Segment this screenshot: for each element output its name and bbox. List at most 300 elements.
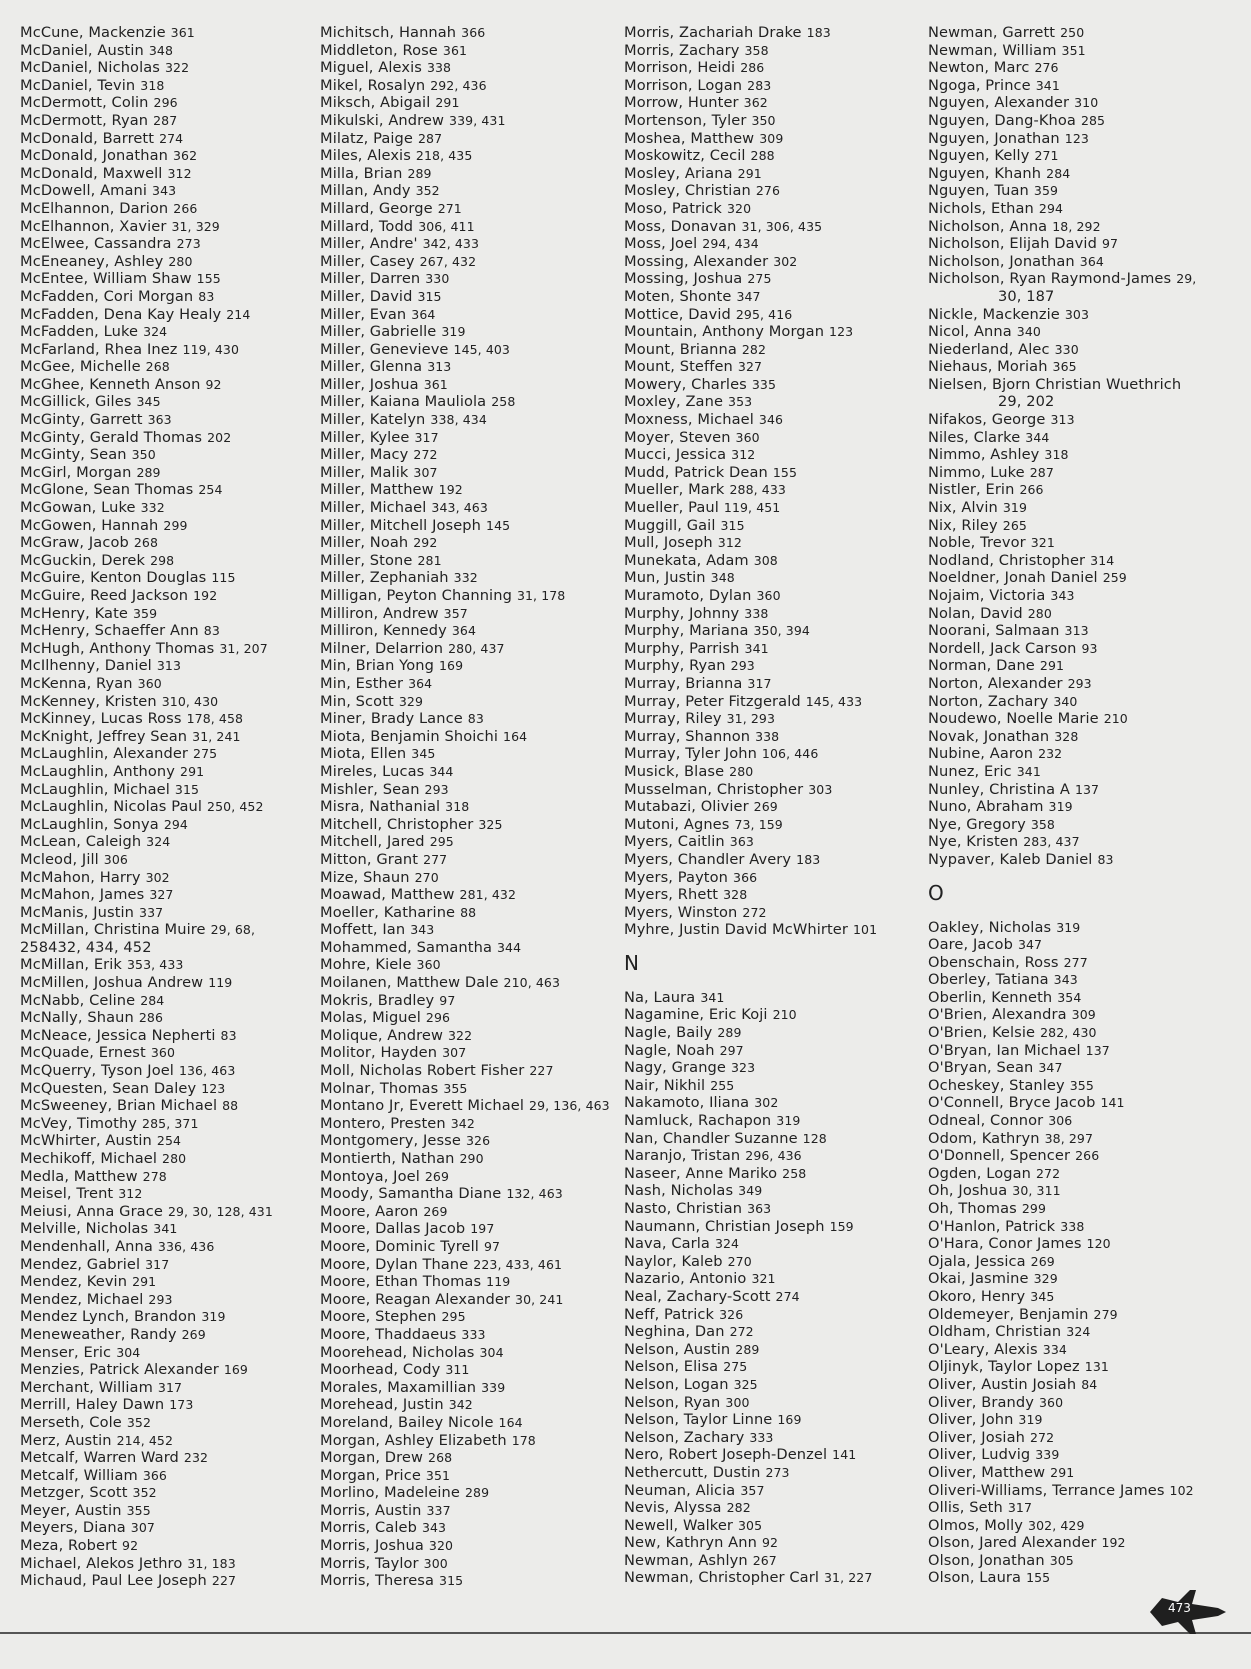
entry-name: Ojala, Jessica — [928, 1252, 1026, 1270]
entry-pages: 296 — [153, 95, 178, 111]
entry-pages: 92 — [205, 376, 222, 392]
entry-pages: 327 — [737, 359, 763, 375]
entry-name: Nazario, Antonio — [624, 1270, 747, 1288]
index-entry — [624, 24, 877, 42]
index-entry — [20, 182, 273, 200]
entry-pages: 271 — [1034, 148, 1059, 164]
entry-name: Miller, Noah — [320, 534, 409, 552]
index-entry — [20, 781, 273, 799]
index-entry — [928, 1376, 1196, 1394]
entry-name: Odneal, Connor — [928, 1112, 1044, 1130]
entry-pages: 363 — [747, 1201, 772, 1216]
index-entry — [20, 1519, 273, 1537]
index-entry — [320, 288, 610, 306]
entry-name: Mosley, Ariana — [624, 164, 733, 182]
entry-pages: 123 — [829, 324, 854, 340]
index-entry — [20, 130, 273, 148]
entry-name: Mortenson, Tyler — [624, 111, 747, 129]
entry-name: McNabb, Celine — [20, 991, 136, 1009]
entry-name: McLaughlin, Michael — [20, 780, 170, 798]
index-entry — [624, 411, 877, 429]
entry-pages: 280, 437 — [448, 640, 505, 656]
entry-pages: 119, 451 — [723, 500, 781, 516]
entry-pages: 319 — [441, 324, 466, 340]
entry-pages: 350, 394 — [753, 623, 810, 639]
index-entry — [928, 1182, 1196, 1200]
entry-pages: 285 — [1080, 112, 1106, 128]
entry-pages: 319 — [1002, 500, 1028, 516]
entry-name: McKnight, Jeffrey Sean — [20, 727, 188, 745]
entry-name: Mendez Lynch, Brandon — [20, 1308, 197, 1326]
entry-name: Milatz, Paige — [320, 129, 413, 147]
entry-pages: 352 — [132, 1485, 157, 1501]
index-entry — [320, 1115, 610, 1133]
index-entry — [320, 763, 610, 781]
entry-name: Nunez, Eric — [928, 762, 1012, 780]
entry-name: McQuade, Ernest — [20, 1044, 146, 1062]
index-entry — [624, 675, 877, 693]
entry-name: Nix, Riley — [928, 516, 998, 534]
index-entry — [20, 534, 273, 552]
entry-name: Meisel, Trent — [20, 1185, 114, 1203]
entry-name: Mechikoff, Michael — [20, 1150, 158, 1167]
entry-name: McFadden, Dena Kay Healy — [20, 305, 222, 323]
index-entry — [320, 481, 610, 499]
index-entry — [320, 429, 610, 447]
index-entry — [320, 200, 610, 218]
entry-name: Menser, Eric — [20, 1343, 112, 1361]
entry-pages: 92 — [761, 1535, 779, 1551]
index-entry — [20, 270, 273, 288]
index-entry — [320, 1009, 610, 1027]
entry-name: McWhirter, Austin — [20, 1132, 152, 1150]
index-entry — [624, 1112, 877, 1130]
entry-name: O'Brien, Kelsie — [928, 1024, 1036, 1042]
entry-name: Morales, Maxamillian — [320, 1378, 477, 1396]
entry-pages: 324 — [143, 324, 168, 340]
entry-name: Myers, Rhett — [624, 886, 719, 904]
entry-pages: 29, 68, — [210, 922, 256, 938]
entry-pages: 309 — [1071, 1007, 1096, 1023]
entry-pages: 214, 452 — [116, 1432, 174, 1448]
index-entry — [624, 1200, 877, 1218]
index-entry — [320, 130, 610, 148]
index-entry — [320, 869, 610, 887]
entry-name: Merchant, William — [20, 1378, 153, 1396]
entry-pages: 330 — [425, 271, 450, 287]
index-entry — [320, 253, 610, 271]
index-entry — [624, 1323, 877, 1341]
entry-pages: 300 — [423, 1555, 448, 1571]
entry-pages: 155 — [772, 464, 798, 480]
entry-pages: 254 — [198, 482, 223, 498]
entry-pages: 302 — [145, 869, 170, 885]
entry-name: Morris, Taylor — [320, 1554, 419, 1572]
entry-name: Mohammed, Samantha — [320, 938, 492, 956]
entry-pages: 338 — [426, 60, 452, 76]
index-entry — [20, 446, 273, 464]
entry-pages: 232 — [1038, 746, 1063, 762]
entry-name: Milliron, Kennedy — [320, 622, 447, 640]
index-entry — [624, 1147, 877, 1165]
index-entry — [20, 869, 273, 887]
index-entry — [20, 1168, 273, 1186]
entry-name: Moxley, Zane — [624, 393, 724, 411]
entry-pages: 351 — [1061, 42, 1086, 58]
entry-pages: 269 — [753, 799, 778, 815]
index-column-4 — [928, 24, 1196, 1587]
index-entry — [20, 77, 273, 95]
entry-name: Molique, Andrew — [320, 1026, 443, 1044]
entry-pages: 328 — [1054, 728, 1079, 744]
entry-pages: 317 — [1007, 1500, 1033, 1516]
entry-pages: 281, 432 — [459, 887, 516, 903]
entry-pages: 281 — [417, 552, 442, 568]
entry-name: Morris, Zachary — [624, 41, 740, 59]
entry-pages: 314 — [1090, 552, 1115, 568]
index-entry — [320, 833, 610, 851]
entry-pages: 348 — [148, 42, 174, 58]
entry-pages: 304 — [116, 1344, 141, 1360]
entry-pages: 347 — [1017, 937, 1043, 953]
entry-pages: 269 — [424, 1168, 450, 1184]
index-entry — [624, 640, 877, 658]
index-entry — [320, 235, 610, 253]
entry-pages: 335 — [751, 376, 777, 392]
index-entry — [320, 270, 610, 288]
entry-pages: 312 — [731, 447, 756, 463]
entry-name: McGirl, Morgan — [20, 463, 132, 481]
entry-pages: 291 — [132, 1274, 157, 1290]
index-entry — [928, 288, 1196, 306]
index-entry — [624, 446, 877, 464]
entry-pages: 269 — [1030, 1253, 1055, 1269]
entry-pages: 349 — [738, 1183, 763, 1199]
entry-pages: 254 — [156, 1133, 182, 1149]
entry-pages: 359 — [133, 605, 158, 621]
entry-pages: 341 — [744, 640, 769, 656]
index-entry — [20, 1572, 273, 1590]
index-entry — [320, 1203, 610, 1221]
index-entry — [624, 921, 877, 939]
index-entry — [928, 552, 1196, 570]
entry-pages: 119 — [486, 1274, 511, 1290]
index-entry — [320, 1220, 610, 1238]
entry-name: McFarland, Rhea Inez — [20, 340, 178, 358]
entry-name: Metcalf, Warren Ward — [20, 1449, 179, 1467]
entry-name: Nair, Nikhil — [624, 1076, 706, 1094]
entry-pages: 128 — [802, 1130, 827, 1146]
entry-name: Nimmo, Luke — [928, 463, 1025, 481]
entry-name: Miller, Macy — [320, 446, 409, 464]
index-entry — [624, 253, 877, 271]
index-entry — [928, 1253, 1196, 1271]
index-entry — [20, 147, 273, 165]
index-entry — [928, 1464, 1196, 1482]
index-entry — [928, 534, 1196, 552]
entry-name: Obenschain, Ross — [928, 953, 1059, 971]
entry-pages: 360 — [735, 429, 760, 445]
entry-pages: 269 — [181, 1326, 206, 1342]
index-entry — [624, 270, 877, 288]
entry-pages: 178, 458 — [186, 711, 244, 727]
index-entry — [624, 499, 877, 517]
index-entry — [928, 1569, 1196, 1587]
entry-pages: 344 — [497, 939, 522, 955]
entry-name: Oldham, Christian — [928, 1323, 1062, 1341]
entry-pages: 329 — [398, 693, 424, 709]
index-entry — [928, 1006, 1196, 1024]
entry-name: Nuno, Abraham — [928, 798, 1044, 816]
entry-name: Myers, Caitlin — [624, 833, 725, 851]
entry-pages: 279 — [1093, 1306, 1118, 1322]
entry-pages: 321 — [751, 1271, 776, 1287]
entry-name: Mohre, Kiele — [320, 956, 412, 974]
entry-pages: 360 — [137, 675, 162, 691]
entry-name: McElhannon, Darion — [20, 199, 169, 217]
entry-name: Nelson, Ryan — [624, 1393, 721, 1411]
entry-pages: 83 — [220, 1027, 237, 1043]
entry-name: Oh, Thomas — [928, 1200, 1017, 1217]
index-entry — [320, 1256, 610, 1274]
entry-name: Olmos, Molly — [928, 1516, 1024, 1534]
index-entry — [928, 130, 1196, 148]
entry-name: McQuerry, Tyson Joel — [20, 1062, 174, 1080]
index-entry — [20, 464, 273, 482]
entry-pages: 363 — [729, 834, 754, 850]
index-entry — [20, 851, 273, 869]
entry-name: McGuckin, Derek — [20, 551, 146, 569]
index-entry — [320, 1344, 610, 1362]
entry-pages: 295, 416 — [735, 306, 793, 322]
index-entry — [320, 974, 610, 992]
index-entry — [20, 1044, 273, 1062]
entry-pages: 145 — [486, 517, 511, 533]
entry-pages: 341 — [153, 1221, 178, 1237]
entry-name: Miksch, Abigail — [320, 94, 431, 112]
index-entry — [624, 1341, 877, 1359]
entry-pages: 141 — [1100, 1095, 1125, 1111]
entry-name: Nguyen, Kelly — [928, 147, 1030, 165]
index-entry — [20, 218, 273, 236]
entry-name: Miller, Andre' — [320, 235, 418, 253]
index-entry — [20, 1344, 273, 1362]
entry-pages: 338 — [1060, 1218, 1085, 1234]
entry-pages: 334 — [1042, 1341, 1067, 1357]
index-entry — [624, 534, 877, 552]
entry-pages: 343 — [421, 1520, 447, 1536]
index-entry — [320, 1379, 610, 1397]
entry-name: O'Donnell, Spencer — [928, 1147, 1071, 1165]
index-entry — [928, 94, 1196, 112]
entry-pages: 29, 30, 128, 431 — [167, 1203, 273, 1219]
entry-pages: 351 — [425, 1467, 451, 1483]
entry-pages: 343 — [1053, 972, 1078, 988]
entry-name: O'Leary, Alexis — [928, 1340, 1038, 1358]
index-entry — [20, 165, 273, 183]
index-entry — [20, 1203, 273, 1221]
index-entry — [320, 605, 610, 623]
entry-name: McDowell, Amani — [20, 182, 148, 200]
index-entry — [624, 781, 877, 799]
index-entry — [624, 1165, 877, 1183]
index-entry — [928, 1394, 1196, 1412]
entry-pages: 289 — [136, 464, 161, 480]
entry-name: Moore, Thaddaeus — [320, 1325, 457, 1343]
entry-name: Mountain, Anthony Morgan — [624, 323, 825, 341]
entry-name: Metcalf, William — [20, 1466, 138, 1484]
entry-name: McFadden, Luke — [20, 323, 139, 341]
index-entry — [320, 24, 610, 42]
entry-pages: 291 — [180, 763, 205, 779]
entry-name: Naylor, Kaleb — [624, 1252, 723, 1270]
entry-pages: 353, 433 — [126, 957, 184, 973]
entry-name: Mowery, Charles — [624, 375, 747, 393]
index-entry — [20, 94, 273, 112]
index-entry — [928, 42, 1196, 60]
entry-pages: 307 — [442, 1045, 467, 1061]
entry-pages: 318 — [140, 77, 165, 93]
entry-name: Nodland, Christopher — [928, 551, 1086, 569]
entry-pages: 276 — [755, 183, 781, 199]
entry-pages: 30, 241 — [515, 1291, 564, 1307]
entry-name: Montano Jr, Everett Michael — [320, 1097, 525, 1115]
index-entry — [20, 1062, 273, 1080]
entry-name: Oldemeyer, Benjamin — [928, 1305, 1089, 1323]
entry-name: Myers, Chandler Avery — [624, 850, 792, 868]
index-entry — [320, 1132, 610, 1150]
entry-name: Musick, Blase — [624, 762, 725, 780]
index-entry — [928, 851, 1196, 869]
entry-name: Muggill, Gail — [624, 516, 716, 534]
entry-name: Morris, Theresa — [320, 1572, 435, 1590]
index-entry — [928, 989, 1196, 1007]
entry-pages: 38, 297 — [1044, 1130, 1094, 1146]
entry-name: Moyer, Steven — [624, 428, 731, 446]
entry-name: Millard, Todd — [320, 217, 414, 235]
entry-pages: 84 — [1081, 1376, 1098, 1392]
index-entry — [928, 1200, 1196, 1218]
entry-pages: 302 — [773, 253, 798, 269]
entry-pages: 344 — [429, 763, 454, 779]
entry-pages: 232 — [183, 1450, 209, 1466]
index-entry — [20, 939, 273, 957]
entry-name: Moore, Dylan Thane — [320, 1255, 469, 1273]
entry-name: Mikulski, Andrew — [320, 111, 445, 129]
index-entry — [928, 147, 1196, 165]
index-entry — [624, 989, 877, 1007]
entry-name: Meneweather, Randy — [20, 1325, 177, 1343]
entry-pages: 338 — [755, 728, 780, 744]
entry-pages: 88 — [222, 1098, 239, 1114]
index-entry — [320, 411, 610, 429]
entry-pages: 317 — [414, 429, 439, 445]
entry-name: Nypaver, Kaleb Daniel — [928, 850, 1093, 868]
entry-pages: 342 — [448, 1397, 473, 1413]
entry-name: Miller, Genevieve — [320, 340, 449, 358]
index-entry — [624, 429, 877, 447]
index-entry — [928, 1270, 1196, 1288]
entry-pages: 266 — [1075, 1148, 1100, 1164]
index-entry — [320, 622, 610, 640]
entry-pages: 327 — [149, 887, 174, 903]
index-entry — [320, 1062, 610, 1080]
entry-pages: 315 — [439, 1573, 464, 1589]
entry-name: Mosley, Christian — [624, 182, 751, 200]
entry-name: McEneaney, Ashley — [20, 252, 164, 270]
index-entry — [624, 869, 877, 887]
index-entry — [928, 182, 1196, 200]
entry-name: Newman, Ashlyn — [624, 1551, 748, 1569]
index-entry — [928, 393, 1196, 411]
entry-name: Mireles, Lucas — [320, 762, 425, 780]
entry-name: Miller, Kaiana Mauliola — [320, 393, 487, 411]
entry-name: Miller, Matthew — [320, 481, 434, 499]
entry-pages: 250 — [1060, 25, 1085, 40]
index-entry — [320, 587, 610, 605]
entry-pages: 345 — [136, 394, 161, 410]
entry-pages: 267 — [752, 1552, 777, 1568]
entry-pages: 332 — [453, 570, 478, 586]
index-entry — [928, 640, 1196, 658]
entry-name: Oliver, Matthew — [928, 1463, 1046, 1481]
index-entry — [624, 1517, 877, 1535]
entry-name: Morehead, Justin — [320, 1396, 444, 1414]
entry-pages: 339 — [481, 1379, 506, 1395]
entry-pages: 299 — [163, 517, 188, 533]
entry-name: Miller, Joshua — [320, 375, 419, 393]
entry-name: Millard, George — [320, 199, 433, 217]
entry-name: Oare, Jacob — [928, 936, 1013, 954]
index-entry — [20, 1326, 273, 1344]
entry-pages: 361 — [170, 25, 195, 40]
entry-name: Mize, Shaun — [320, 868, 410, 886]
index-entry — [20, 499, 273, 517]
entry-pages: 169 — [777, 1412, 802, 1428]
index-entry — [928, 675, 1196, 693]
entry-pages: 83 — [467, 711, 484, 727]
index-entry — [624, 112, 877, 130]
index-entry — [320, 94, 610, 112]
entry-name: McGillick, Giles — [20, 393, 132, 411]
entry-pages: 358 — [1030, 816, 1055, 832]
entry-pages: 303 — [1064, 306, 1090, 322]
index-entry — [624, 816, 877, 834]
entry-name: Miller, Glenna — [320, 358, 423, 376]
entry-name: Mitton, Grant — [320, 850, 419, 868]
entry-pages: 361 — [442, 42, 468, 58]
entry-pages: 362 — [172, 148, 198, 164]
entry-name: Nelson, Logan — [624, 1375, 729, 1393]
index-entry — [320, 728, 610, 746]
entry-name: Michitsch, Hannah — [320, 24, 457, 41]
index-entry — [20, 816, 273, 834]
entry-name: Norton, Alexander — [928, 674, 1063, 692]
index-entry — [20, 1220, 273, 1238]
index-entry — [928, 112, 1196, 130]
entry-pages: 312 — [717, 535, 742, 551]
entry-name: Montero, Presten — [320, 1114, 446, 1132]
index-entry — [320, 218, 610, 236]
entry-pages: 97 — [1101, 236, 1119, 252]
entry-pages: 288 — [750, 148, 775, 164]
index-entry — [928, 693, 1196, 711]
index-entry — [624, 1534, 877, 1552]
entry-name: Morris, Austin — [320, 1501, 422, 1519]
index-entry — [928, 1552, 1196, 1570]
index-entry — [624, 657, 877, 675]
entry-pages: 317 — [145, 1256, 170, 1272]
